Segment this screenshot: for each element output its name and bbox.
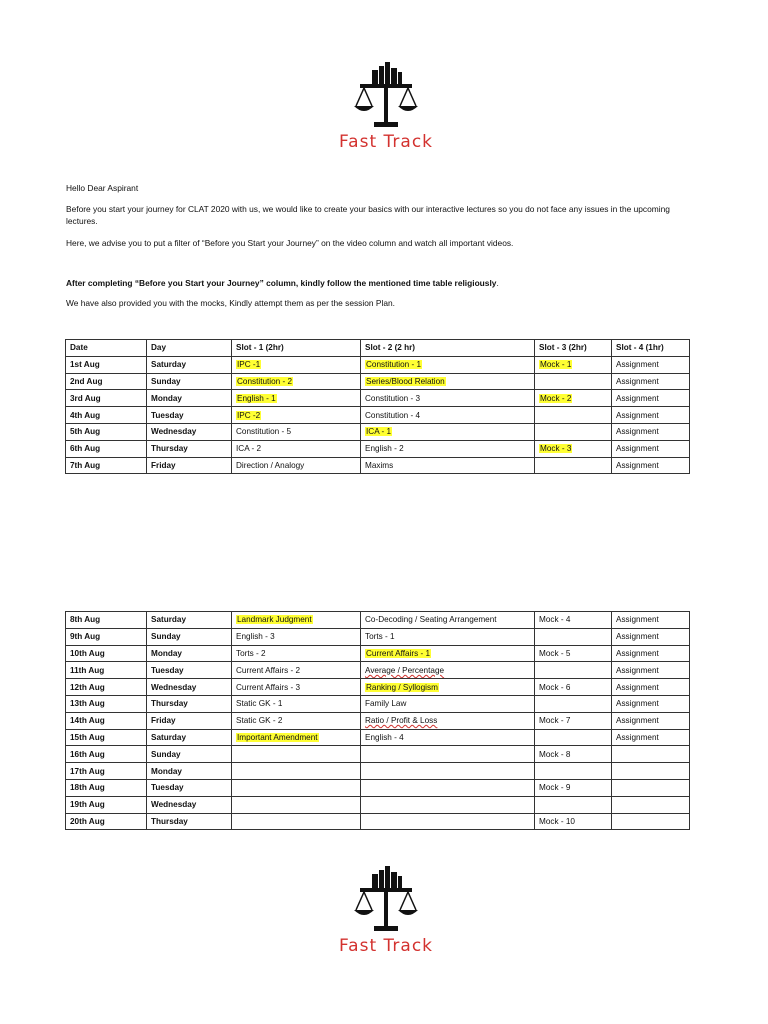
- cell-text: Current Affairs - 3: [236, 682, 301, 692]
- table-cell: [66, 679, 147, 696]
- table-header-row: [66, 340, 690, 357]
- table-cell: [535, 813, 612, 830]
- table-cell: [535, 628, 612, 645]
- cell-text: Mock - 6: [539, 682, 571, 692]
- cell-text: Assignment: [616, 360, 659, 370]
- table-cell: [232, 457, 361, 474]
- cell-text: Mock - 5: [539, 648, 571, 658]
- column-header: Slot - 4 (1hr): [612, 340, 690, 357]
- table-cell: [361, 356, 535, 373]
- cell-text: Wednesday: [151, 427, 197, 437]
- table-cell: [232, 662, 361, 679]
- table-cell: [147, 628, 232, 645]
- cell-text: Sunday: [151, 749, 181, 759]
- cell-text: Friday: [151, 716, 176, 726]
- cell-text: Static GK - 1: [236, 699, 283, 709]
- cell-text: Assignment: [616, 444, 659, 454]
- table-cell: [361, 779, 535, 796]
- table-cell: [535, 679, 612, 696]
- table-cell: [612, 407, 690, 424]
- column-header: Day: [147, 340, 232, 357]
- cell-text: Assignment: [616, 393, 659, 403]
- table-cell: [535, 440, 612, 457]
- table-cell: [147, 729, 232, 746]
- table-cell: [232, 695, 361, 712]
- table-cell: [232, 796, 361, 813]
- table-row: [66, 729, 690, 746]
- cell-text: Tuesday: [151, 783, 184, 793]
- table-cell: [612, 763, 690, 780]
- cell-text: Sunday: [151, 632, 181, 642]
- table-cell: [535, 645, 612, 662]
- table-cell: [612, 729, 690, 746]
- table-row: [66, 390, 690, 407]
- cell-text: Mock - 3: [540, 444, 572, 454]
- cell-text: Assignment: [616, 615, 659, 625]
- table-cell: [66, 423, 147, 440]
- table-cell: [66, 763, 147, 780]
- cell-text: Thursday: [151, 699, 188, 709]
- table-cell: [66, 440, 147, 457]
- table-row: [66, 695, 690, 712]
- table-cell: [535, 712, 612, 729]
- table-cell: [147, 695, 232, 712]
- table-cell: [535, 612, 612, 629]
- table-cell: [612, 457, 690, 474]
- table-cell: [66, 390, 147, 407]
- intro-paragraph-2: Here, we advise you to put a filter of “Before you Start your Journey” on the video column and watch all important videos.: [66, 238, 514, 248]
- column-header: Slot - 3 (2hr): [535, 340, 612, 357]
- table-cell: [535, 662, 612, 679]
- cell-text: 9th Aug: [70, 632, 101, 642]
- table-cell: [612, 695, 690, 712]
- table-cell: [66, 373, 147, 390]
- table-cell: [535, 356, 612, 373]
- table-cell: [361, 612, 535, 629]
- table-row: [66, 813, 690, 830]
- cell-text: Monday: [151, 393, 182, 403]
- table-cell: [147, 373, 232, 390]
- table-row: [66, 662, 690, 679]
- table-row: [66, 440, 690, 457]
- cell-text: Thursday: [151, 816, 188, 826]
- table-cell: [232, 712, 361, 729]
- cell-text: Mock - 9: [539, 783, 571, 793]
- cell-text: Co-Decoding / Seating Arrangement: [365, 615, 497, 625]
- table-cell: [232, 407, 361, 424]
- cell-text: Monday: [151, 648, 182, 658]
- table-cell: [147, 423, 232, 440]
- cell-text: Mock - 1: [540, 360, 572, 370]
- cell-text: Saturday: [151, 732, 187, 742]
- table-cell: [361, 712, 535, 729]
- table-cell: [147, 679, 232, 696]
- cell-text: Assignment: [616, 427, 659, 437]
- cell-text: 19th Aug: [70, 800, 105, 810]
- table-cell: [361, 628, 535, 645]
- cell-text: Assignment: [616, 665, 659, 675]
- greeting: Hello Dear Aspirant: [66, 183, 139, 193]
- cell-text: Torts - 1: [365, 632, 395, 642]
- cell-text: Tuesday: [151, 410, 184, 420]
- table-cell: [147, 779, 232, 796]
- table-cell: [232, 390, 361, 407]
- table-cell: [612, 645, 690, 662]
- table-cell: [66, 612, 147, 629]
- table-cell: [612, 712, 690, 729]
- table-cell: [612, 628, 690, 645]
- table-cell: [612, 373, 690, 390]
- table-cell: [66, 779, 147, 796]
- table-cell: [361, 373, 535, 390]
- cell-text: Mock - 7: [539, 716, 571, 726]
- table-cell: [361, 440, 535, 457]
- table-cell: [361, 746, 535, 763]
- cell-text: 8th Aug: [70, 615, 101, 625]
- scales-of-justice-icon: [352, 62, 420, 130]
- column-header: Slot - 2 (2 hr): [361, 340, 535, 357]
- cell-text: Constitution - 2: [237, 376, 293, 386]
- cell-text: 4th Aug: [70, 410, 101, 420]
- cell-text: Torts - 2: [236, 648, 266, 658]
- cell-text: Assignment: [616, 716, 659, 726]
- table-row: [66, 457, 690, 474]
- cell-text: Friday: [151, 460, 176, 470]
- table-cell: [535, 390, 612, 407]
- table-cell: [535, 729, 612, 746]
- table-cell: [232, 763, 361, 780]
- table-cell: [361, 763, 535, 780]
- cell-text: Series/Blood Relation: [366, 376, 445, 386]
- cell-text: Constitution - 3: [365, 393, 421, 403]
- table-cell: [535, 373, 612, 390]
- table-cell: [147, 813, 232, 830]
- table-cell: [612, 423, 690, 440]
- table-row: [66, 779, 690, 796]
- cell-text: Assignment: [616, 699, 659, 709]
- cell-text: 2nd Aug: [70, 376, 103, 386]
- table-cell: [147, 796, 232, 813]
- cell-text: Thursday: [151, 444, 188, 454]
- table-row: [66, 356, 690, 373]
- cell-text: Assignment: [616, 460, 659, 470]
- table-cell: [232, 373, 361, 390]
- cell-text: Tuesday: [151, 665, 184, 675]
- table-cell: [232, 440, 361, 457]
- cell-text: Assignment: [616, 376, 659, 386]
- cell-text: 10th Aug: [70, 648, 105, 658]
- table-cell: [232, 779, 361, 796]
- cell-text: Family Law: [365, 699, 407, 709]
- cell-text: Wednesday: [151, 800, 197, 810]
- table-cell: [612, 440, 690, 457]
- cell-text: Constitution - 1: [366, 360, 422, 370]
- table-cell: [612, 779, 690, 796]
- schedule-table-week-2-3: [65, 611, 690, 830]
- table-cell: [535, 779, 612, 796]
- table-row: [66, 407, 690, 424]
- table-cell: [232, 645, 361, 662]
- table-cell: [147, 457, 232, 474]
- table-cell: [232, 813, 361, 830]
- cell-text: English - 1: [237, 393, 276, 403]
- schedule-table-week-1: [65, 339, 690, 474]
- cell-text: 5th Aug: [70, 427, 101, 437]
- table-cell: [361, 796, 535, 813]
- cell-text: 12th Aug: [70, 682, 105, 692]
- table-cell: [361, 645, 535, 662]
- table-cell: [612, 390, 690, 407]
- instruction-text: After completing “Before you Start your Journey” column, kindly follow the mentioned time table religiously: [66, 278, 497, 288]
- table-row: [66, 645, 690, 662]
- table-cell: [535, 796, 612, 813]
- table-cell: [361, 457, 535, 474]
- cell-text: Wednesday: [151, 682, 197, 692]
- table-cell: [612, 662, 690, 679]
- table-cell: [66, 645, 147, 662]
- table-cell: [361, 813, 535, 830]
- cell-text: Current Affairs - 2: [236, 665, 301, 675]
- brand-name: Fast Track: [338, 132, 434, 152]
- cell-text: English - 3: [236, 632, 275, 642]
- table-cell: [361, 390, 535, 407]
- cell-text: 1st Aug: [70, 360, 100, 370]
- table-row: [66, 746, 690, 763]
- table-cell: [66, 662, 147, 679]
- table-cell: [612, 612, 690, 629]
- table-cell: [361, 679, 535, 696]
- table-cell: [232, 612, 361, 629]
- table-cell: [612, 746, 690, 763]
- table-cell: [147, 407, 232, 424]
- table-cell: [361, 407, 535, 424]
- table-cell: [66, 796, 147, 813]
- table-cell: [535, 763, 612, 780]
- cell-text: 3rd Aug: [70, 393, 101, 403]
- instruction-line: [66, 277, 696, 289]
- cell-text: Ratio / Profit & Loss: [365, 716, 438, 726]
- table-cell: [66, 407, 147, 424]
- table-cell: [147, 390, 232, 407]
- table-cell: [147, 612, 232, 629]
- cell-text: Current Affairs - 1: [366, 648, 431, 658]
- fast-track-logo-bottom: [334, 866, 438, 956]
- cell-text: Ranking / Syllogism: [366, 682, 438, 692]
- table-cell: [66, 457, 147, 474]
- cell-text: Mock - 10: [539, 816, 575, 826]
- table-cell: [66, 813, 147, 830]
- cell-text: Assignment: [616, 632, 659, 642]
- table-cell: [66, 356, 147, 373]
- cell-text: 15th Aug: [70, 732, 105, 742]
- cell-text: 17th Aug: [70, 766, 105, 776]
- table-cell: [612, 679, 690, 696]
- scales-of-justice-icon: [352, 866, 420, 934]
- cell-text: Saturday: [151, 615, 187, 625]
- table-cell: [232, 423, 361, 440]
- table-row: [66, 679, 690, 696]
- table-cell: [361, 423, 535, 440]
- table-row: [66, 612, 690, 629]
- table-cell: [232, 746, 361, 763]
- cell-text: Maxims: [365, 460, 394, 470]
- cell-text: Sunday: [151, 376, 181, 386]
- cell-text: 14th Aug: [70, 716, 105, 726]
- table-row: [66, 796, 690, 813]
- table-cell: [361, 662, 535, 679]
- cell-text: IPC -2: [237, 410, 261, 420]
- table-cell: [535, 423, 612, 440]
- cell-text: Landmark Judgment: [237, 615, 312, 625]
- table-cell: [535, 746, 612, 763]
- cell-text: ICA - 1: [366, 427, 392, 437]
- table-cell: [147, 746, 232, 763]
- table-cell: [66, 746, 147, 763]
- table-cell: [66, 695, 147, 712]
- table-row: [66, 763, 690, 780]
- table-row: [66, 423, 690, 440]
- cell-text: Saturday: [151, 360, 187, 370]
- cell-text: 16th Aug: [70, 749, 105, 759]
- cell-text: 13th Aug: [70, 699, 105, 709]
- cell-text: 20th Aug: [70, 816, 105, 826]
- table-cell: [361, 695, 535, 712]
- table-row: [66, 628, 690, 645]
- cell-text: English - 4: [365, 732, 404, 742]
- table-cell: [147, 645, 232, 662]
- table-cell: [612, 356, 690, 373]
- table-cell: [535, 457, 612, 474]
- cell-text: Monday: [151, 766, 182, 776]
- table-cell: [147, 662, 232, 679]
- table-cell: [232, 356, 361, 373]
- cell-text: Static GK - 2: [236, 716, 283, 726]
- table-cell: [147, 356, 232, 373]
- cell-text: ICA - 2: [236, 444, 262, 454]
- table-cell: [612, 813, 690, 830]
- table-cell: [147, 712, 232, 729]
- cell-text: Average / Percentage: [365, 665, 445, 675]
- table-cell: [535, 407, 612, 424]
- instruction-tail: .: [496, 278, 499, 288]
- table-cell: [66, 729, 147, 746]
- table-cell: [535, 695, 612, 712]
- cell-text: Direction / Analogy: [236, 460, 305, 470]
- table-cell: [66, 628, 147, 645]
- column-header: Slot - 1 (2hr): [232, 340, 361, 357]
- cell-text: Assignment: [616, 682, 659, 692]
- column-header: Date: [66, 340, 147, 357]
- cell-text: 18th Aug: [70, 783, 105, 793]
- brand-name: Fast Track: [338, 936, 434, 956]
- intro-paragraph-1: Before you start your journey for CLAT 2020 with us, we would like to create your basics with our interactive lectures so you do not face any issues in the upcoming lectures.: [66, 204, 670, 226]
- cell-text: Mock - 8: [539, 749, 571, 759]
- table-row: [66, 712, 690, 729]
- cell-text: Assignment: [616, 732, 659, 742]
- cell-text: 7th Aug: [70, 460, 101, 470]
- cell-text: IPC -1: [237, 360, 261, 370]
- table-cell: [361, 729, 535, 746]
- table-cell: [147, 763, 232, 780]
- table-cell: [232, 679, 361, 696]
- cell-text: 11th Aug: [70, 665, 105, 675]
- cell-text: English - 2: [365, 444, 404, 454]
- table-row: [66, 373, 690, 390]
- table-cell: [232, 729, 361, 746]
- intro-paragraph-3: We have also provided you with the mocks, Kindly attempt them as per the session Plan.: [66, 298, 395, 308]
- table-cell: [612, 796, 690, 813]
- fast-track-logo-top: [334, 62, 438, 152]
- cell-text: Important Amendment: [237, 732, 318, 742]
- table-cell: [232, 628, 361, 645]
- cell-text: Constitution - 5: [236, 427, 292, 437]
- table-cell: [66, 712, 147, 729]
- cell-text: Assignment: [616, 410, 659, 420]
- cell-text: Mock - 4: [539, 615, 571, 625]
- table-cell: [147, 440, 232, 457]
- cell-text: Mock - 2: [540, 393, 572, 403]
- cell-text: Constitution - 4: [365, 410, 421, 420]
- cell-text: 6th Aug: [70, 444, 101, 454]
- cell-text: Assignment: [616, 648, 659, 658]
